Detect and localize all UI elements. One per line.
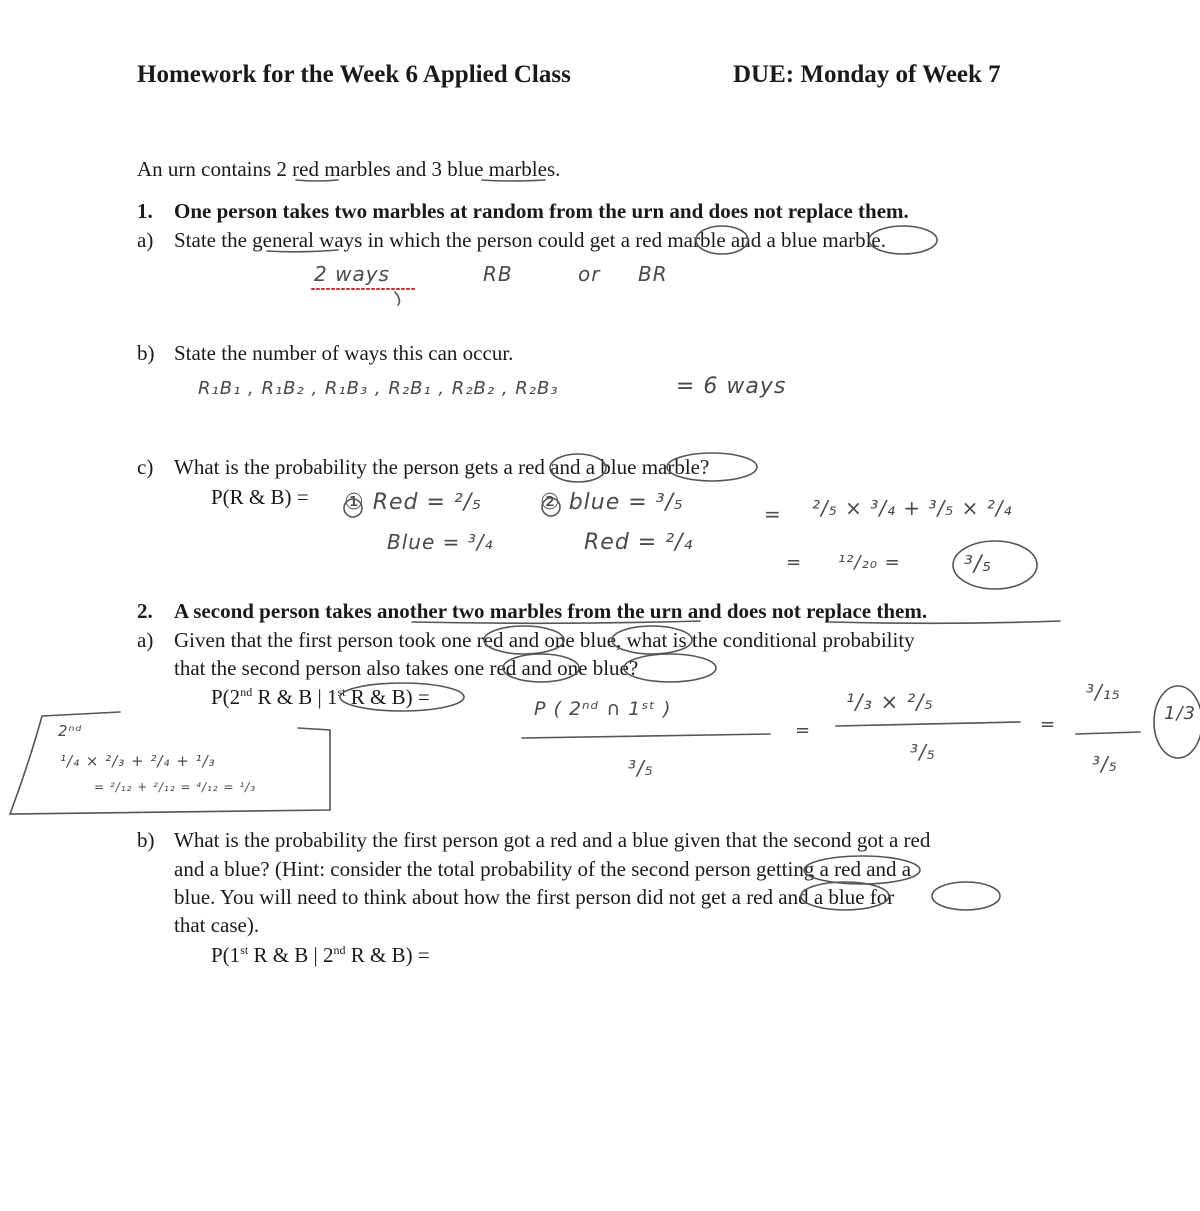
hw-q1c-blue: ② blue = ³/₅ bbox=[540, 490, 684, 515]
hw-q1a-rb: RB bbox=[483, 262, 513, 286]
q1b-label: b) bbox=[137, 341, 155, 365]
hw-q1a-or: or bbox=[578, 262, 601, 286]
q1a-label: a) bbox=[137, 228, 154, 252]
hw-q2a-numerator: P ( 2ⁿᵈ ∩ 1ˢᵗ ) bbox=[534, 698, 672, 720]
hw-q2a-numerator2: ¹/₃ × ²/₅ bbox=[846, 690, 934, 714]
q1-number: 1. bbox=[137, 199, 153, 223]
fraction-bar-1 bbox=[522, 734, 770, 738]
due-date: DUE: Monday of Week 7 bbox=[733, 61, 1001, 88]
hw-q1c-red2: Red = ²/₄ bbox=[584, 530, 694, 555]
q1c-formula: P(R & B) = bbox=[211, 485, 309, 509]
intro-text: An urn contains 2 red marbles and 3 blue marbles. bbox=[137, 157, 561, 181]
hw-q1a-br: BR bbox=[638, 262, 668, 286]
hw-q1c-dash: = bbox=[786, 552, 803, 573]
hw-q2a-denominator2: ³/₅ bbox=[910, 740, 936, 764]
q2b-label: b) bbox=[137, 828, 155, 852]
q1c-text: What is the probability the person gets a red and a blue marble? bbox=[174, 455, 710, 479]
q2a-label: a) bbox=[137, 628, 154, 652]
q2b-line2: and a blue? (Hint: consider the total probability of the second person getting a red and a bbox=[174, 857, 912, 881]
hw-q1c-red: ① Red = ²/₅ bbox=[344, 490, 482, 515]
hw-q1b-result: = 6 ways bbox=[676, 374, 787, 399]
hw-q1a-ways: 2 ways bbox=[314, 262, 390, 286]
tick-ways bbox=[395, 292, 399, 305]
q2-text: A second person takes another two marbles from the urn and does not replace them. bbox=[174, 599, 928, 623]
hw-q1b-list: R₁B₁ , R₁B₂ , R₁B₃ , R₂B₁ , R₂B₂ , R₂B₃ bbox=[198, 378, 559, 399]
hw-side-line2: = ²/₁₂ + ²/₁₂ = ⁴/₁₂ = ¹/₃ bbox=[94, 780, 257, 794]
hw-q2a-numerator3: ³/₁₅ bbox=[1086, 680, 1121, 704]
fraction-bar-2 bbox=[836, 722, 1020, 726]
q1-text: One person takes two marbles at random from the urn and does not replace them. bbox=[174, 199, 909, 223]
q1a-text: State the general ways in which the person could get a red marble and a blue marble. bbox=[174, 228, 886, 252]
circle-b-blue bbox=[932, 882, 1000, 910]
page-title: Homework for the Week 6 Applied Class bbox=[137, 61, 571, 88]
q1c-label: c) bbox=[137, 455, 154, 479]
q2b-line1: What is the probability the first person got a red and a blue given that the second got a red bbox=[174, 828, 931, 852]
hw-q2a-denominator: ³/₅ bbox=[628, 756, 654, 780]
q2-number: 2. bbox=[137, 599, 153, 623]
hw-q1c-eq: = bbox=[764, 502, 782, 526]
q2b-line3: blue. You will need to think about how the first person did not get a red and a blue for bbox=[174, 885, 895, 909]
hw-q2a-eq: = bbox=[795, 720, 812, 741]
hw-q1c-answer: ³/₅ bbox=[964, 552, 993, 577]
hw-q2a-answer: 1/3 bbox=[1164, 703, 1196, 724]
q2b-line4: that case). bbox=[174, 913, 260, 937]
hw-q1c-blue2: Blue = ³/₄ bbox=[387, 530, 494, 554]
q2a-formula: P(2nd R & B | 1st R & B) = bbox=[211, 685, 430, 709]
fraction-bar-3 bbox=[1076, 732, 1140, 734]
hw-side-line1: ¹/₄ × ²/₃ + ²/₄ + ¹/₃ bbox=[60, 752, 216, 770]
hw-q1c-expr: ²/₅ × ³/₄ + ³/₅ × ²/₄ bbox=[812, 496, 1013, 520]
hw-side-label: 2ⁿᵈ bbox=[58, 722, 83, 740]
q1b-text: State the number of ways this can occur. bbox=[174, 341, 514, 365]
q2b-formula: P(1st R & B | 2nd R & B) = bbox=[211, 943, 430, 967]
hw-q1c-sum: ¹²/₂₀ = bbox=[838, 552, 901, 573]
hw-q2a-eq2: = bbox=[1040, 714, 1057, 735]
q2a-line2: that the second person also takes one red and one blue? bbox=[174, 656, 639, 680]
q2a-line1: Given that the first person took one red and one blue, what is the conditional probability bbox=[174, 628, 915, 652]
hw-q2a-denominator3: ³/₅ bbox=[1092, 752, 1118, 776]
